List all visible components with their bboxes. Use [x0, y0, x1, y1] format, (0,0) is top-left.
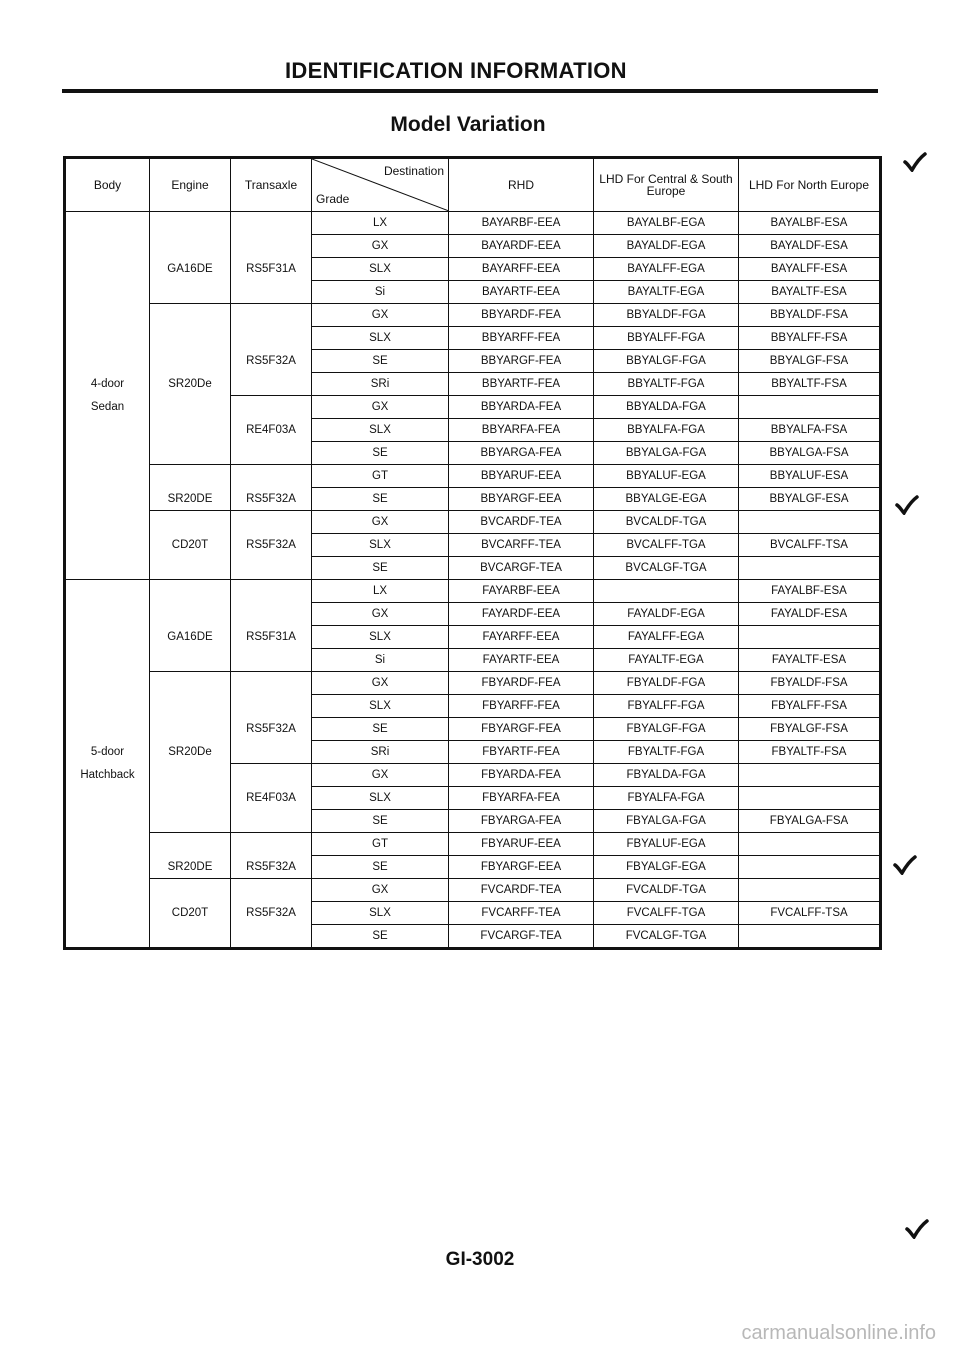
- cell-lhd-central: FBYALTF-FGA: [594, 741, 739, 764]
- cell-grade: SLX: [312, 419, 449, 442]
- cell-rhd: BBYARDF-FEA: [449, 304, 594, 327]
- cell-body: [65, 327, 150, 350]
- cell-body: [65, 902, 150, 925]
- cell-lhd-north: BAYALFF-ESA: [739, 258, 881, 281]
- cell-rhd: FBYARUF-EEA: [449, 833, 594, 856]
- cell-rhd: BVCARGF-TEA: [449, 557, 594, 580]
- cell-engine: [150, 465, 231, 488]
- cell-rhd: BAYARBF-EEA: [449, 212, 594, 235]
- cell-rhd: FAYARFF-EEA: [449, 626, 594, 649]
- cell-transaxle: [231, 580, 312, 603]
- table-row: [65, 442, 881, 465]
- cell-body: [65, 833, 150, 856]
- cell-lhd-north: BBYALUF-ESA: [739, 465, 881, 488]
- cell-transaxle: [231, 649, 312, 672]
- cell-engine: SR20De: [150, 373, 231, 396]
- cell-transaxle: [231, 672, 312, 695]
- cell-engine: CD20T: [150, 534, 231, 557]
- cell-transaxle: [231, 925, 312, 949]
- cell-lhd-central: FBYALGF-FGA: [594, 718, 739, 741]
- cell-lhd-north: BAYALBF-ESA: [739, 212, 881, 235]
- cell-body: [65, 879, 150, 902]
- cell-engine: [150, 764, 231, 787]
- table-row: [65, 902, 881, 925]
- table-row: [65, 557, 881, 580]
- cell-rhd: FBYARFA-FEA: [449, 787, 594, 810]
- cell-lhd-central: FBYALFF-FGA: [594, 695, 739, 718]
- cell-grade: GT: [312, 465, 449, 488]
- cell-transaxle: [231, 396, 312, 419]
- cell-grade: SE: [312, 488, 449, 511]
- cell-lhd-central: FBYALUF-EGA: [594, 833, 739, 856]
- cell-engine: SR20DE: [150, 856, 231, 879]
- table-row: [65, 212, 881, 235]
- table-row: [65, 258, 881, 281]
- cell-lhd-central: BVCALGF-TGA: [594, 557, 739, 580]
- cell-rhd: FAYARTF-EEA: [449, 649, 594, 672]
- cell-lhd-central: FVCALFF-TGA: [594, 902, 739, 925]
- cell-lhd-north: [739, 764, 881, 787]
- cell-body: [65, 695, 150, 718]
- table-row: [65, 603, 881, 626]
- cell-rhd: BVCARDF-TEA: [449, 511, 594, 534]
- cell-lhd-central: FVCALGF-TGA: [594, 925, 739, 949]
- cell-lhd-north: FAYALTF-ESA: [739, 649, 881, 672]
- cell-transaxle: [231, 327, 312, 350]
- cell-grade: SE: [312, 557, 449, 580]
- cell-engine: [150, 603, 231, 626]
- cell-body: [65, 442, 150, 465]
- cell-lhd-central: BBYALFF-FGA: [594, 327, 739, 350]
- header-transaxle: Transaxle: [231, 158, 312, 212]
- cell-rhd: BBYARDA-FEA: [449, 396, 594, 419]
- cell-engine: [150, 304, 231, 327]
- cell-rhd: FVCARFF-TEA: [449, 902, 594, 925]
- cell-transaxle: [231, 695, 312, 718]
- cell-engine: [150, 442, 231, 465]
- cell-lhd-north: FVCALFF-TSA: [739, 902, 881, 925]
- cell-engine: [150, 212, 231, 235]
- cell-lhd-central: FAYALDF-EGA: [594, 603, 739, 626]
- cell-engine: [150, 833, 231, 856]
- cell-rhd: FBYARGF-EEA: [449, 856, 594, 879]
- cell-lhd-central: BAYALTF-EGA: [594, 281, 739, 304]
- cell-lhd-north: BBYALTF-FSA: [739, 373, 881, 396]
- table-row: [65, 925, 881, 949]
- cell-transaxle: [231, 810, 312, 833]
- cell-engine: [150, 235, 231, 258]
- cell-body: [65, 672, 150, 695]
- table-row: [65, 672, 881, 695]
- revision-check-mark-icon: [905, 1219, 929, 1239]
- cell-transaxle: [231, 833, 312, 856]
- cell-body: [65, 580, 150, 603]
- cell-body: [65, 350, 150, 373]
- table-row: [65, 810, 881, 833]
- table-row: [65, 350, 881, 373]
- section-subtitle: Model Variation: [390, 113, 546, 136]
- cell-body: [65, 787, 150, 810]
- cell-lhd-north: FBYALFF-FSA: [739, 695, 881, 718]
- cell-transaxle: [231, 442, 312, 465]
- cell-grade: GX: [312, 396, 449, 419]
- cell-transaxle: RS5F32A: [231, 488, 312, 511]
- cell-rhd: FVCARGF-TEA: [449, 925, 594, 949]
- table-row: [65, 649, 881, 672]
- cell-lhd-central: BBYALTF-FGA: [594, 373, 739, 396]
- cell-grade: GX: [312, 235, 449, 258]
- cell-transaxle: RS5F31A: [231, 258, 312, 281]
- cell-lhd-central: BAYALBF-EGA: [594, 212, 739, 235]
- cell-grade: GX: [312, 764, 449, 787]
- cell-transaxle: RS5F32A: [231, 718, 312, 741]
- watermark: carmanualsonline.info: [741, 1322, 936, 1344]
- table-row: [65, 327, 881, 350]
- cell-transaxle: RS5F32A: [231, 534, 312, 557]
- cell-rhd: BAYARFF-EEA: [449, 258, 594, 281]
- table-row: [65, 695, 881, 718]
- cell-grade: SRi: [312, 741, 449, 764]
- cell-lhd-north: FBYALGF-FSA: [739, 718, 881, 741]
- header-lhd-north: LHD For North Europe: [739, 158, 881, 212]
- header-body: Body: [65, 158, 150, 212]
- cell-rhd: FBYARGA-FEA: [449, 810, 594, 833]
- table-row: [65, 235, 881, 258]
- table-row: [65, 833, 881, 856]
- header-grade: Grade: [316, 192, 350, 206]
- cell-grade: GX: [312, 603, 449, 626]
- cell-grade: Si: [312, 281, 449, 304]
- cell-lhd-north: BBYALFA-FSA: [739, 419, 881, 442]
- header-row: [65, 158, 881, 212]
- cell-engine: SR20DE: [150, 488, 231, 511]
- cell-grade: SE: [312, 925, 449, 949]
- cell-lhd-central: BBYALUF-EGA: [594, 465, 739, 488]
- model-variation-table: [63, 156, 882, 950]
- cell-lhd-north: BBYALGF-FSA: [739, 350, 881, 373]
- cell-transaxle: [231, 465, 312, 488]
- table-row: [65, 580, 881, 603]
- revision-check-mark-icon: [895, 495, 919, 515]
- cell-lhd-north: [739, 557, 881, 580]
- cell-grade: SLX: [312, 695, 449, 718]
- cell-engine: [150, 649, 231, 672]
- table-row: [65, 764, 881, 787]
- cell-body: Hatchback: [65, 764, 150, 787]
- cell-lhd-central: FAYALFF-EGA: [594, 626, 739, 649]
- cell-body: [65, 258, 150, 281]
- table-row: [65, 488, 881, 511]
- cell-body: 5-door: [65, 741, 150, 764]
- cell-body: [65, 488, 150, 511]
- cell-engine: [150, 718, 231, 741]
- cell-transaxle: [231, 511, 312, 534]
- cell-lhd-north: [739, 626, 881, 649]
- cell-grade: GX: [312, 511, 449, 534]
- cell-rhd: FBYARGF-FEA: [449, 718, 594, 741]
- cell-engine: [150, 925, 231, 949]
- cell-body: [65, 511, 150, 534]
- cell-lhd-north: FBYALDF-FSA: [739, 672, 881, 695]
- cell-engine: CD20T: [150, 902, 231, 925]
- cell-body: [65, 235, 150, 258]
- cell-lhd-north: BBYALGF-ESA: [739, 488, 881, 511]
- cell-grade: SLX: [312, 626, 449, 649]
- cell-transaxle: [231, 212, 312, 235]
- cell-lhd-north: FBYALGA-FSA: [739, 810, 881, 833]
- cell-body: [65, 718, 150, 741]
- table-row: [65, 465, 881, 488]
- table-row: [65, 534, 881, 557]
- cell-lhd-central: BBYALDA-FGA: [594, 396, 739, 419]
- cell-transaxle: [231, 235, 312, 258]
- cell-lhd-central: BAYALDF-EGA: [594, 235, 739, 258]
- cell-grade: SE: [312, 718, 449, 741]
- cell-lhd-central: FAYALTF-EGA: [594, 649, 739, 672]
- cell-rhd: BBYARTF-FEA: [449, 373, 594, 396]
- table-row: [65, 787, 881, 810]
- cell-lhd-north: BVCALFF-TSA: [739, 534, 881, 557]
- cell-lhd-central: FBYALGF-EGA: [594, 856, 739, 879]
- cell-lhd-central: BBYALFA-FGA: [594, 419, 739, 442]
- cell-grade: SRi: [312, 373, 449, 396]
- cell-lhd-central: FBYALFA-FGA: [594, 787, 739, 810]
- cell-engine: [150, 879, 231, 902]
- cell-grade: LX: [312, 580, 449, 603]
- header-destination-grade: [312, 158, 449, 212]
- cell-lhd-central: BBYALGF-FGA: [594, 350, 739, 373]
- cell-engine: [150, 350, 231, 373]
- cell-transaxle: RE4F03A: [231, 787, 312, 810]
- cell-body: Sedan: [65, 396, 150, 419]
- cell-engine: [150, 787, 231, 810]
- cell-rhd: FBYARFF-FEA: [449, 695, 594, 718]
- cell-engine: [150, 557, 231, 580]
- cell-body: [65, 810, 150, 833]
- cell-body: [65, 212, 150, 235]
- page-title: IDENTIFICATION INFORMATION: [285, 58, 627, 83]
- cell-rhd: FAYARDF-EEA: [449, 603, 594, 626]
- cell-body: [65, 649, 150, 672]
- cell-engine: SR20De: [150, 741, 231, 764]
- cell-rhd: FAYARBF-EEA: [449, 580, 594, 603]
- cell-rhd: BBYARUF-EEA: [449, 465, 594, 488]
- cell-lhd-north: FBYALTF-FSA: [739, 741, 881, 764]
- cell-rhd: BAYARDF-EEA: [449, 235, 594, 258]
- cell-grade: SLX: [312, 327, 449, 350]
- cell-lhd-north: [739, 511, 881, 534]
- cell-transaxle: RS5F32A: [231, 902, 312, 925]
- cell-lhd-central: FBYALDF-FGA: [594, 672, 739, 695]
- cell-transaxle: [231, 879, 312, 902]
- cell-rhd: BVCARFF-TEA: [449, 534, 594, 557]
- cell-lhd-central: BVCALFF-TGA: [594, 534, 739, 557]
- cell-engine: [150, 511, 231, 534]
- header-rhd: RHD: [449, 158, 594, 212]
- cell-rhd: BBYARFF-FEA: [449, 327, 594, 350]
- cell-engine: [150, 327, 231, 350]
- cell-grade: SLX: [312, 534, 449, 557]
- cell-rhd: BBYARGF-FEA: [449, 350, 594, 373]
- cell-lhd-north: BAYALDF-ESA: [739, 235, 881, 258]
- cell-grade: LX: [312, 212, 449, 235]
- cell-transaxle: [231, 281, 312, 304]
- cell-transaxle: RS5F32A: [231, 350, 312, 373]
- cell-rhd: BBYARGA-FEA: [449, 442, 594, 465]
- cell-engine: [150, 695, 231, 718]
- page-number: GI-3002: [445, 1249, 515, 1270]
- cell-transaxle: RS5F32A: [231, 856, 312, 879]
- table-row: [65, 626, 881, 649]
- table-row: [65, 373, 881, 396]
- cell-body: [65, 534, 150, 557]
- cell-engine: GA16DE: [150, 626, 231, 649]
- cell-engine: [150, 810, 231, 833]
- cell-lhd-north: [739, 787, 881, 810]
- table-row: [65, 419, 881, 442]
- cell-transaxle: [231, 764, 312, 787]
- table-row: [65, 718, 881, 741]
- cell-grade: SE: [312, 810, 449, 833]
- cell-lhd-central: FVCALDF-TGA: [594, 879, 739, 902]
- cell-rhd: BBYARGF-EEA: [449, 488, 594, 511]
- table-row: [65, 856, 881, 879]
- cell-body: [65, 856, 150, 879]
- cell-engine: GA16DE: [150, 258, 231, 281]
- table-row: [65, 304, 881, 327]
- header-lhd-central: LHD For Central & South Europe: [594, 158, 739, 212]
- table-row: [65, 396, 881, 419]
- cell-transaxle: [231, 603, 312, 626]
- cell-grade: SE: [312, 350, 449, 373]
- header-engine: Engine: [150, 158, 231, 212]
- cell-body: [65, 419, 150, 442]
- cell-lhd-north: [739, 833, 881, 856]
- cell-lhd-north: [739, 396, 881, 419]
- cell-lhd-central: FBYALDA-FGA: [594, 764, 739, 787]
- cell-lhd-central: BVCALDF-TGA: [594, 511, 739, 534]
- cell-rhd: BAYARTF-EEA: [449, 281, 594, 304]
- cell-rhd: BBYARFA-FEA: [449, 419, 594, 442]
- table-row: [65, 741, 881, 764]
- cell-body: [65, 557, 150, 580]
- cell-transaxle: [231, 741, 312, 764]
- cell-grade: Si: [312, 649, 449, 672]
- cell-body: [65, 281, 150, 304]
- cell-lhd-central: BBYALGE-EGA: [594, 488, 739, 511]
- cell-lhd-north: BBYALFF-FSA: [739, 327, 881, 350]
- header-destination: Destination: [383, 164, 444, 178]
- cell-rhd: FBYARDA-FEA: [449, 764, 594, 787]
- cell-lhd-north: [739, 879, 881, 902]
- cell-engine: [150, 281, 231, 304]
- cell-engine: [150, 672, 231, 695]
- cell-body: [65, 603, 150, 626]
- cell-engine: [150, 396, 231, 419]
- cell-grade: SE: [312, 856, 449, 879]
- cell-lhd-central: [594, 580, 739, 603]
- cell-lhd-north: FAYALDF-ESA: [739, 603, 881, 626]
- cell-body: 4-door: [65, 373, 150, 396]
- cell-grade: GT: [312, 833, 449, 856]
- cell-engine: [150, 580, 231, 603]
- cell-body: [65, 925, 150, 949]
- table-body: [65, 212, 881, 949]
- cell-transaxle: [231, 373, 312, 396]
- cell-body: [65, 626, 150, 649]
- revision-check-mark-icon: [893, 855, 917, 875]
- cell-transaxle: RE4F03A: [231, 419, 312, 442]
- title-rule: [62, 89, 878, 93]
- cell-engine: [150, 419, 231, 442]
- cell-body: [65, 465, 150, 488]
- cell-lhd-north: BAYALTF-ESA: [739, 281, 881, 304]
- cell-lhd-north: BBYALGA-FSA: [739, 442, 881, 465]
- cell-grade: GX: [312, 304, 449, 327]
- cell-lhd-central: BAYALFF-EGA: [594, 258, 739, 281]
- cell-rhd: FVCARDF-TEA: [449, 879, 594, 902]
- table-row: [65, 281, 881, 304]
- table-row: [65, 879, 881, 902]
- cell-grade: GX: [312, 879, 449, 902]
- table-row: [65, 511, 881, 534]
- cell-rhd: FBYARDF-FEA: [449, 672, 594, 695]
- cell-grade: SLX: [312, 787, 449, 810]
- cell-transaxle: [231, 557, 312, 580]
- cell-lhd-north: FAYALBF-ESA: [739, 580, 881, 603]
- cell-lhd-north: [739, 925, 881, 949]
- cell-rhd: FBYARTF-FEA: [449, 741, 594, 764]
- cell-transaxle: [231, 304, 312, 327]
- cell-lhd-central: FBYALGA-FGA: [594, 810, 739, 833]
- cell-lhd-central: BBYALGA-FGA: [594, 442, 739, 465]
- cell-grade: SLX: [312, 258, 449, 281]
- revision-check-mark-icon: [903, 152, 927, 172]
- cell-lhd-north: BBYALDF-FSA: [739, 304, 881, 327]
- cell-grade: SE: [312, 442, 449, 465]
- cell-body: [65, 304, 150, 327]
- cell-grade: GX: [312, 672, 449, 695]
- cell-lhd-north: [739, 856, 881, 879]
- cell-lhd-central: BBYALDF-FGA: [594, 304, 739, 327]
- cell-transaxle: RS5F31A: [231, 626, 312, 649]
- cell-grade: SLX: [312, 902, 449, 925]
